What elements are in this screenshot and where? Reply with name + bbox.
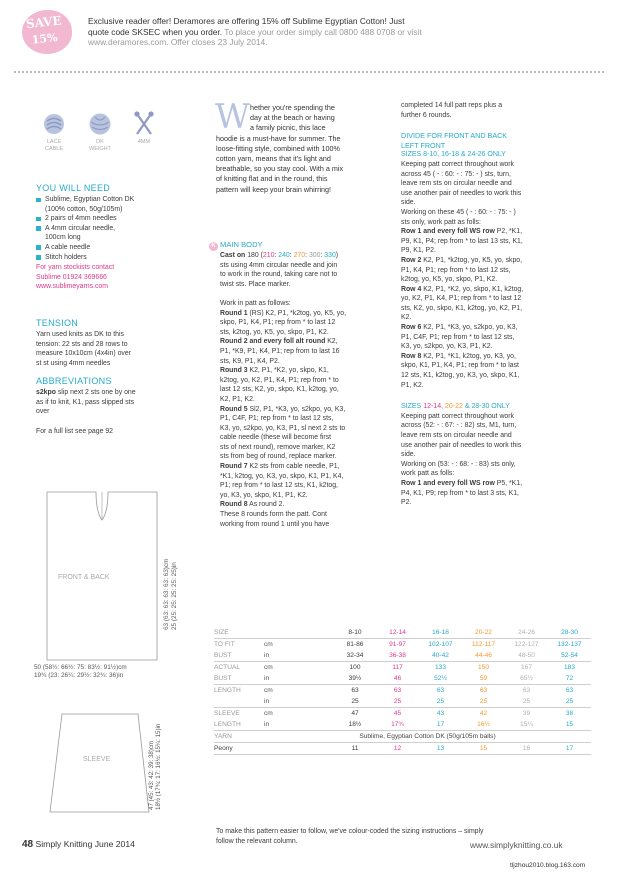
size-table <box>214 627 591 755</box>
pattern-line: side. <box>401 199 416 207</box>
badge-top-text: SAVE <box>25 13 63 32</box>
table-cell: 150 <box>477 664 489 671</box>
table-cell: 81-86 <box>346 641 364 648</box>
table-cell: 59 <box>479 675 488 682</box>
intro-text: hether you're spending the day at the beach or having a family picnic, this lace hoodie is a must-have for summer. The loose-fitting style, combined with 100% cotton yarn, means that it's light and breathable, so you stay cool. With a mix of knitting flat and in the round, this pattern will keep your brain whirring! <box>216 103 344 194</box>
pattern-line: P1, *K9, P1, K4, P1; rep from to last 16 <box>220 347 340 355</box>
you-will-need-section <box>36 195 206 292</box>
table-cell: 25 <box>351 698 359 705</box>
pattern-line: leave rem sts on circular needle and <box>401 180 512 188</box>
table-cell: LENGTH <box>214 721 241 728</box>
offer-line3: www.deramores.com. Offer closes 23 July 2014. <box>88 37 268 47</box>
table-cell: cm <box>264 664 273 671</box>
table-cell: 20-22 <box>475 629 492 636</box>
abbreviations-heading: ABBREVIATIONS <box>36 376 112 386</box>
table-cell: 11 <box>351 745 359 752</box>
front-back-label: FRONT & BACK <box>58 574 110 581</box>
table-cell: 167 <box>520 664 532 671</box>
sleeve-label: SLEEVE <box>83 756 111 763</box>
magazine-issue: Simply Knitting June 2014 <box>35 839 135 849</box>
table-row <box>214 685 591 697</box>
offer-line1: Exclusive reader offer! Deramores are offering 15% off Sublime Egyptian Cotton! Just <box>88 16 405 26</box>
pattern-line: K3, yo, s2kpo, yo, K3, P1, sl next 2 sts to <box>220 424 346 432</box>
table-cell: 117 <box>392 664 403 671</box>
table-cell: 18½ <box>348 721 362 728</box>
table-cell: 183 <box>563 664 575 671</box>
table-cell <box>214 696 264 708</box>
pattern-line: P9, K1, P4; rep from * to last 13 sts, K1, <box>401 237 523 245</box>
table-cell: 132-137 <box>557 641 582 648</box>
table-cell: 133 <box>434 664 446 671</box>
tension-heading: TENSION <box>36 318 79 328</box>
table-cell: 65½ <box>520 675 533 682</box>
table-cell: 32-34 <box>346 652 364 659</box>
pattern-line: Row 8 K2, P1, *K1, k2tog, yo, K3, yo, <box>401 352 516 360</box>
stockists-line3: www.sublimeyarns.com <box>36 283 108 291</box>
table-cell: 91-97 <box>389 641 406 648</box>
list-item: 100cm long <box>45 234 81 242</box>
pattern-line: P2. <box>401 499 412 507</box>
table-cell: 102-107 <box>428 641 453 648</box>
watermark: tljzhou2010.blog.163.com <box>510 862 586 869</box>
table-cell <box>264 743 334 755</box>
pattern-line: P1, C4F, P1; rep from * to last 12 sts, <box>401 333 515 341</box>
table-cell: BUST <box>214 652 232 659</box>
table-cell: 47 <box>351 710 359 717</box>
pattern-line: sts from beg of round, replace marker. <box>220 453 337 461</box>
footer-url: www.simplyknitting.co.uk <box>470 840 563 850</box>
lace-cable-icon <box>42 112 66 136</box>
list-item: (100% cotton, 50g/105m) <box>45 205 123 213</box>
pattern-line: twist sts. Place marker. <box>220 280 291 288</box>
pattern-line: to work in the round, taking care not to <box>220 271 338 279</box>
table-cell: 16½ <box>477 721 490 728</box>
offer-text <box>88 16 608 48</box>
table-cell: in <box>264 721 270 728</box>
pattern-line: sts, K2, yo, skpo, K1, k2tog, yo, K2, P1, <box>401 304 523 312</box>
table-cell <box>264 627 334 639</box>
table-row <box>214 719 591 731</box>
pattern-line: skpo, K1, P1, K4, P1; rep from * to last <box>401 362 519 370</box>
pattern-line: yo, K3, yo, skpo, K1, P1, K2. <box>220 491 308 499</box>
table-cell: in <box>264 698 270 705</box>
pattern-line: side. <box>401 451 416 459</box>
pattern-line: sts only, work patt as folls: <box>401 218 481 226</box>
pattern-line: P1, K4, P1; rep from * to last 12 sts, <box>401 266 511 274</box>
sizes-b-heading: SIZES 12-14, 20-22 & 28-30 ONLY <box>401 403 510 411</box>
table-cell: Peony <box>214 745 233 752</box>
dk-weight-label: DK WEIGHT <box>89 139 111 152</box>
pattern-line: Working on these 45 ( - : 60: - : 75: - ) <box>401 208 516 216</box>
table-cell: 40-42 <box>432 652 449 659</box>
table-cell: 52½ <box>434 675 447 682</box>
table-cell: ACTUAL <box>214 664 241 671</box>
pattern-line: Round 8 As round 2. <box>220 501 285 509</box>
table-cell: 39 <box>522 710 531 717</box>
table-cell: 15 <box>479 745 488 752</box>
table-cell: 48-50 <box>518 652 535 659</box>
table-row <box>214 708 591 720</box>
table-cell: 38 <box>565 710 574 717</box>
pattern-line: These 8 rounds form the patt. Cont <box>220 511 327 519</box>
pattern-line: P4, K1, P9; rep from * to last 3 sts, K1, <box>401 489 519 497</box>
table-row <box>214 650 591 662</box>
list-item: Stitch holders <box>36 253 206 263</box>
pattern-line: sts, K9, P1, K4, P2. <box>220 357 280 365</box>
table-cell: 16-18 <box>432 629 449 636</box>
pattern-line: yo, K2, P1, K4, P1; rep from * to last 12 <box>401 295 522 303</box>
table-row <box>214 731 591 743</box>
badge-bottom-text: 15% <box>31 30 59 47</box>
pattern-line: P1, C4F, P1; rep from * to last 12 sts, <box>220 415 334 423</box>
pattern-line: P9, K1, P2. <box>401 247 436 255</box>
left-front-heading: LEFT FRONT <box>401 140 446 150</box>
table-row <box>214 696 591 708</box>
table-row <box>214 662 591 674</box>
tension-text: Yarn used knits as DK to this tension: 22 sts and 28 rows to measure 10x10cm (4x4in) over st st using 4mm needles <box>36 331 131 367</box>
pattern-line: Row 6 K2, P1, *K3, yo, s2kpo, yo, K3, <box>401 324 518 332</box>
table-cell: Sublime, Egyptian Cotton DK (50g/105m balls) <box>359 733 496 740</box>
list-item: A cable needle <box>36 243 206 253</box>
pattern-line: Round 3 K2, P1, *K2, yo, skpo, K1, <box>220 367 329 375</box>
abbreviations-text: s2kpo slip next 2 sts one by one as if to knit, K1, pass slipped sts over For a full list see page 92 <box>36 388 211 436</box>
table-cell: 12 <box>393 745 402 752</box>
you-will-need-heading: YOU WILL NEED <box>36 183 111 193</box>
pattern-line: Row 1 and every foll WS row P5, *K1, <box>401 479 523 487</box>
abbrev-term: s2kpo <box>36 389 56 396</box>
table-cell: 43 <box>436 710 445 717</box>
pattern-line: use another pair of needles to work this <box>401 441 522 449</box>
table-cell: SIZE <box>214 629 229 636</box>
table-cell: TO FIT <box>214 641 235 648</box>
table-cell: 100 <box>349 664 361 671</box>
stockists-line2: Sublime 01924 369666 <box>36 273 107 281</box>
table-cell: 12-14 <box>389 629 406 636</box>
pattern-line: across (52: - : 67: - : 82) sts, M1, turn, <box>401 422 517 430</box>
table-cell: 17¾ <box>391 721 404 728</box>
lace-cable-label: LACE CABLE <box>44 139 64 152</box>
table-cell: 25 <box>436 698 445 705</box>
table-cell: 25 <box>479 698 488 705</box>
header-divider <box>14 71 604 73</box>
pattern-line: Round 5 Sl2, P1, *K3, yo, s2kpo, yo, K3, <box>220 405 346 413</box>
table-cell: 63 <box>522 687 531 694</box>
sleeve-length-cm: 47 (45: 43: 42: 39: 38)cm <box>148 740 155 810</box>
pattern-line: sts, k2tog, yo, K5, yo, skpo, P1, K2. <box>220 328 329 336</box>
pattern-line: *K1, k2tog, yo, K3, yo, skpo, K1, P1, K4, <box>220 472 344 480</box>
table-cell: cm <box>264 641 273 648</box>
table-cell: 15 <box>565 721 574 728</box>
pattern-line: P1; rep from * to last 12 sts, K1, k2tog, <box>220 482 338 490</box>
table-cell: 63 <box>393 687 402 694</box>
table-cell: 28-30 <box>561 629 578 636</box>
pattern-line: Row 4 K2, P1, *K2, yo, skpo, K1, k2tog, <box>401 285 524 293</box>
pattern-line: cable needle (these will become first <box>220 434 332 442</box>
page-number: 48 <box>22 839 34 850</box>
table-cell: 17 <box>436 721 445 728</box>
table-cell: 13 <box>436 745 445 752</box>
front-width-dimension <box>34 664 127 680</box>
needle-size-label: 4MM <box>137 139 151 145</box>
materials-list <box>36 195 206 262</box>
footer-left <box>22 839 135 850</box>
table-cell: 112-117 <box>471 641 496 648</box>
pattern-line <box>220 289 400 299</box>
table-cell: 25 <box>393 698 402 705</box>
table-cell: BUST <box>214 675 232 682</box>
table-cell: 63 <box>351 687 359 694</box>
k-mark-icon: K <box>209 242 218 251</box>
table-cell: 36-38 <box>389 652 406 659</box>
pattern-line: leave rem sts on circular needle and <box>401 432 512 439</box>
dk-weight-icon <box>88 112 112 136</box>
sleeve-length-in: 18½ (17¾: 17: 16½: 15¼: 15)in <box>155 723 163 810</box>
table-row <box>214 743 591 755</box>
divide-heading: DIVIDE FOR FRONT AND BACK <box>401 131 508 141</box>
pattern-line: work patt as folls: <box>401 470 455 478</box>
offer-line2-grey: To place your order simply call 0800 488 0708 or visit <box>222 26 422 37</box>
save-badge <box>20 8 74 57</box>
pattern-line: k2tog, yo, K2, P1, K4, P1; rep from * to <box>220 376 339 384</box>
table-cell: 16 <box>522 745 531 752</box>
front-height-cm: 63 (63: 63: 63: 63: 63)cm <box>163 558 170 630</box>
pattern-line: K2, P1, K2. <box>220 395 255 403</box>
table-cell: 25 <box>565 698 574 705</box>
main-body-heading: K MAIN BODY <box>209 240 263 251</box>
pattern-line: Row 2 K2, P1, *k2tog, yo, K5, yo, skpo, <box>401 256 523 264</box>
pattern-line: Keeping patt correct throughout work <box>401 412 514 420</box>
table-cell: 63 <box>436 687 445 694</box>
intro-dropcap: W <box>215 97 250 137</box>
front-width-in: 19¾ (23: 26¼: 29½: 32¾: 36)in <box>34 672 124 679</box>
pattern-line: Keeping patt correct throughout work <box>401 160 514 168</box>
offer-line2-bold: quote code SKSEC when you order. <box>88 26 223 37</box>
pattern-line: P1, K2. <box>401 381 424 389</box>
pattern-line: working from round 1 until you have <box>220 520 330 528</box>
pattern-line: K2. <box>401 314 412 322</box>
table-cell: SLEEVE <box>214 710 240 717</box>
right-col-text: completed 14 full patt reps plus a further 6 rounds. DIVIDE FOR FRONT AND BACK LEFT FRONT SIZES 8-10, 16-18 & 24-26 ONLY Keeping patt correct throughout work across 45 ( - : 60: - : 75: - ) sts, turn, leave rem sts on circular needle and use another pair of needles to work this side. Working on these 45 ( - : 60: - : 75: - ) sts only, work patt as folls: Row 1 and every foll WS row P2, *K1, P9, K1, P4; rep from * to last 13 sts, K1, P9, K1, P2. Row 2 K2, P1, *k2tog, yo, K5, yo, skpo, P1, K4, P1; rep from * to last 12 sts, k2tog, yo, K5, yo, skpo, P1, K2. Row 4 K2, P1, *K2, yo, skpo, K1, k2tog, yo, K2, P1, K4, P1; rep from * to last 12 sts, K2, yo, skpo, K1, k2tog, yo, K2, P1, K2. Row 6 K2, P1, *K3, yo, s2kpo, yo, K3, P1, C4F, P1; rep from * to last 12 sts, K3, yo, s2kpo, yo, K3, P1, K2. Row 8 K2, P1, *K1, k2tog, yo, K3, yo, skpo, K1, P1, K4, P1; rep from * to last 12 sts, K1, k2tog, yo, K3, yo, skpo, K1, P1, K2. SIZES 12-14, 20-22 & 28-30 ONLY Keeping patt correct throughout work across (52: - : 67: - : 82) sts, M1, turn, leave rem sts on circular needle and use another pair of needles to work this side. Working on (53: - : 68: - : 83) sts only, work patt as folls: Row 1 and every foll WS row P5, *K1, P4, K1, P9; rep from * to last 3 sts, K1, P2. <box>401 101 587 508</box>
full-list-note: For a full list see page 92 <box>36 427 113 435</box>
table-cell: 72 <box>565 675 574 682</box>
pattern-line: Round 7 K2 sts from cable needle, P1, <box>220 463 340 471</box>
table-cell: 52-54 <box>561 652 578 659</box>
front-width-cm: 50 (58½: 66½: 75: 83½: 91½)cm <box>34 664 127 671</box>
size-table-note: To make this pattern easier to follow, we've colour-coded the sizing instructions – simply follow the relevant column. <box>216 828 484 845</box>
pattern-line: Working on (53: - : 68: - : 83) sts only, <box>401 460 516 468</box>
pattern-line: K3, yo, s2kpo, yo, K3, P1, K2. <box>401 343 493 351</box>
table-cell: in <box>264 675 270 682</box>
table-cell: cm <box>264 710 273 717</box>
main-body-text: Cast on 180 (210: 240: 270: 300: 330) sts using 4mm circular needle and join to work in the round, taking care not to twist sts. Place marker. Work in patt as follows: Round 1 (RS) K2, P1, *k2tog, yo, K5, yo, skpo, P1, K4, P1; rep from * to last 12 sts, k2tog, yo, K5, yo, skpo, P1, K2. Round 2 and every foll alt round K2, P1, *K9, P1, K4, P1; rep from to last 16 sts, K9, P1, K4, P2. Round 3 K2, P1, *K2, yo, skpo, K1, k2tog, yo, K2, P1, K4, P1; rep from * to last 12 sts, K2, yo, skpo, K1, k2tog, yo, K2, P1, K2. Round 5 Sl2, P1, *K3, yo, s2kpo, yo, K3, P1, C4F, P1; rep from * to last 12 sts, K3, yo, s2kpo, yo, K3, P1, sl next 2 sts to cable needle (these will become first sts of next round), remove marker, K2 sts from beg of round, replace marker. Round 7 K2 sts from cable needle, P1, *K1, k2tog, yo, K3, yo, skpo, K1, P1, K4, P1; rep from * to last 12 sts, K1, k2tog, yo, K3, yo, skpo, K1, P1, K2. Round 8 As round 2. These 8 rounds form the patt. Cont working from round 1 until you have <box>220 251 400 529</box>
table-row <box>214 639 591 651</box>
table-cell: 45 <box>393 710 402 717</box>
pattern-line: across 45 ( - : 60: - : 75: - ) sts, turn, <box>401 170 511 178</box>
needles-icon <box>132 110 156 134</box>
sleeve-diagram <box>38 712 158 816</box>
pattern-line: Round 2 and every foll alt round K2, <box>220 338 338 346</box>
front-height-dimension <box>163 500 189 630</box>
pattern-line: sts of next round), remove marker, K2 <box>220 443 336 451</box>
list-item: A 4mm circular needle, <box>36 224 206 234</box>
table-cell: 17 <box>565 745 574 752</box>
pattern-line: Round 1 (RS) K2, P1, *k2tog, yo, K5, yo, <box>220 309 346 317</box>
pattern-line: sts using 4mm circular needle and join <box>220 261 338 269</box>
table-cell: 8-10 <box>348 629 362 636</box>
table-cell: 46 <box>393 675 402 682</box>
pattern-line: 12 sts, K1, k2tog, yo, K3, yo, skpo, K1, <box>401 372 520 380</box>
sizes-a-heading: SIZES 8-10, 16-18 & 24-26 ONLY <box>401 151 506 159</box>
front-height-in: 25 (25: 25: 25: 25: 25)in <box>170 562 178 630</box>
table-cell: YARN <box>214 733 232 740</box>
pattern-line: Row 1 and every foll WS row P2, *K1, <box>401 228 523 236</box>
table-row <box>214 627 591 639</box>
icon-strip <box>36 102 166 172</box>
list-item: 2 pairs of 4mm needles <box>36 214 206 224</box>
table-cell: LENGTH <box>214 687 241 694</box>
pattern-line: last 12 sts, K2, yo, skpo, K1, k2tog, yo, <box>220 386 339 394</box>
table-cell: 39½ <box>348 675 362 682</box>
pattern-line: skpo, P1, K4, P1; rep from * to last 12 <box>220 319 336 327</box>
table-cell: cm <box>264 687 273 694</box>
stockists-line1: For yarn stockists contact <box>36 264 115 272</box>
table-cell: 42 <box>479 710 488 717</box>
table-cell: 44-46 <box>475 652 492 659</box>
table-cell: 122-127 <box>514 641 539 648</box>
sleeve-length-dimension <box>148 724 163 810</box>
table-cell: 25 <box>522 698 531 705</box>
pattern-line: Work in patt as follows: <box>220 299 291 307</box>
size-table-grid <box>214 627 591 755</box>
pattern-line: k2tog, yo, K5, yo, skpo, P1, K2. <box>401 276 498 284</box>
table-cell: 63 <box>565 687 574 694</box>
pattern-line: use another pair of needles to work this <box>401 189 522 197</box>
table-row <box>214 673 591 685</box>
table-cell: in <box>264 652 270 659</box>
list-item: Sublime, Egyptian Cotton DK <box>36 195 206 205</box>
table-cell: 63 <box>479 687 488 694</box>
table-cell: 24-26 <box>518 629 535 636</box>
table-cell: 15¼ <box>520 721 533 728</box>
